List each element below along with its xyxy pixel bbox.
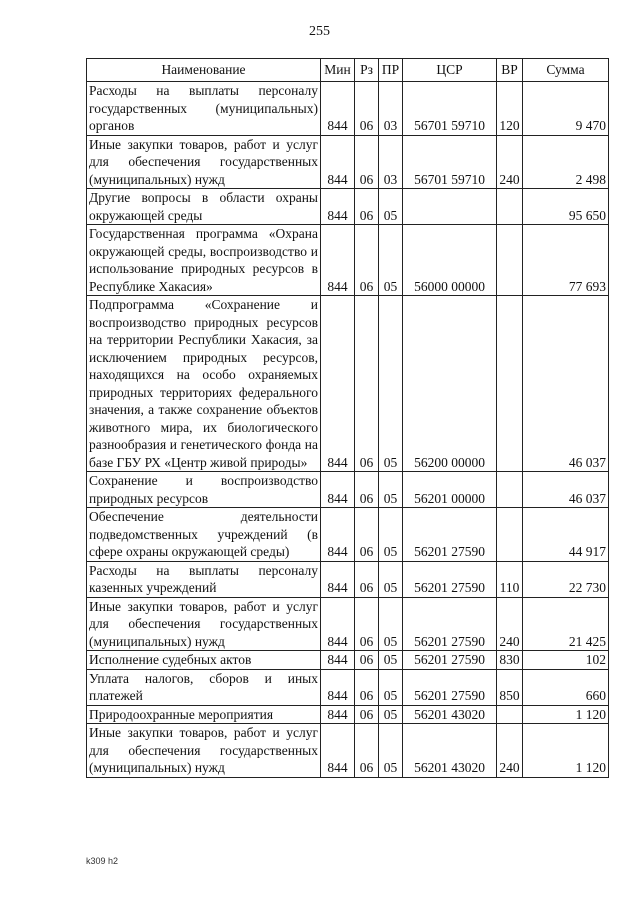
cell-vr [497, 189, 523, 225]
cell-min: 844 [321, 225, 355, 296]
cell-min: 844 [321, 597, 355, 651]
cell-csr: 56201 43020 [403, 705, 497, 724]
cell-csr: 56201 27590 [403, 669, 497, 705]
table-row [87, 705, 609, 724]
cell-pr: 05 [379, 296, 403, 472]
table-row [87, 724, 609, 778]
cell-pr: 05 [379, 508, 403, 562]
cell-pr: 05 [379, 724, 403, 778]
cell-sum: 46 037 [523, 296, 609, 472]
cell-sum: 95 650 [523, 189, 609, 225]
cell-min: 844 [321, 724, 355, 778]
cell-name: Иные закупки товаров, работ и услуг для обеспечения государственных (муниципальных) нужд [87, 135, 321, 189]
cell-min: 844 [321, 705, 355, 724]
cell-pr: 05 [379, 225, 403, 296]
cell-vr: 240 [497, 597, 523, 651]
cell-csr: 56201 27590 [403, 508, 497, 562]
cell-vr: 240 [497, 724, 523, 778]
cell-min: 844 [321, 669, 355, 705]
cell-pr: 05 [379, 705, 403, 724]
cell-name: Сохранение и воспроизводство природных ресурсов [87, 472, 321, 508]
cell-name: Обеспечение деятельности подведомственных учреждений (в сфере охраны окружающей среды) [87, 508, 321, 562]
cell-vr [497, 472, 523, 508]
table-row [87, 189, 609, 225]
cell-pr: 05 [379, 472, 403, 508]
cell-name: Природоохранные мероприятия [87, 705, 321, 724]
cell-name: Иные закупки товаров, работ и услуг для обеспечения государственных (муниципальных) нужд [87, 597, 321, 651]
cell-rz: 06 [355, 651, 379, 670]
cell-csr: 56200 00000 [403, 296, 497, 472]
cell-rz: 06 [355, 561, 379, 597]
cell-name: Подпрограмма «Сохранение и воспроизводство природных ресурсов на территории Республики Хакасия, за исключением природных ресурсов, находящихся на особо охраняемых природных территориях федерального значения, а также сохранение объектов животного мира, их биологического разнообразия и генетического фонда на базе ГБУ РХ «Центр живой природы» [87, 296, 321, 472]
page-number: 255 [309, 24, 330, 39]
header-name: Наименование [87, 59, 321, 82]
cell-name: Расходы на выплаты персоналу государственных (муниципальных) органов [87, 82, 321, 136]
cell-sum: 46 037 [523, 472, 609, 508]
cell-rz: 06 [355, 724, 379, 778]
cell-vr: 830 [497, 651, 523, 670]
cell-sum: 21 425 [523, 597, 609, 651]
cell-pr: 03 [379, 82, 403, 136]
table-header-row [87, 59, 609, 82]
cell-min: 844 [321, 82, 355, 136]
cell-rz: 06 [355, 225, 379, 296]
cell-csr: 56201 27590 [403, 561, 497, 597]
table-row [87, 669, 609, 705]
cell-csr: 56701 59710 [403, 135, 497, 189]
cell-vr: 110 [497, 561, 523, 597]
cell-name: Уплата налогов, сборов и иных платежей [87, 669, 321, 705]
cell-vr [497, 296, 523, 472]
cell-min: 844 [321, 561, 355, 597]
cell-pr: 05 [379, 597, 403, 651]
table-row [87, 296, 609, 472]
table-row [87, 561, 609, 597]
table-row [87, 135, 609, 189]
cell-csr: 56201 43020 [403, 724, 497, 778]
header-min: Мин [321, 59, 355, 82]
cell-name: Расходы на выплаты персоналу казенных учреждений [87, 561, 321, 597]
cell-csr [403, 189, 497, 225]
cell-rz: 06 [355, 135, 379, 189]
cell-rz: 06 [355, 669, 379, 705]
cell-min: 844 [321, 472, 355, 508]
cell-pr: 05 [379, 561, 403, 597]
cell-vr [497, 225, 523, 296]
cell-sum: 2 498 [523, 135, 609, 189]
cell-rz: 06 [355, 472, 379, 508]
cell-rz: 06 [355, 597, 379, 651]
cell-rz: 06 [355, 82, 379, 136]
cell-rz: 06 [355, 189, 379, 225]
cell-min: 844 [321, 296, 355, 472]
cell-name: Исполнение судебных актов [87, 651, 321, 670]
cell-sum: 1 120 [523, 724, 609, 778]
cell-pr: 03 [379, 135, 403, 189]
cell-csr: 56201 00000 [403, 472, 497, 508]
cell-pr: 05 [379, 669, 403, 705]
table-body [87, 82, 609, 778]
cell-vr: 240 [497, 135, 523, 189]
footer-mark: k309 h2 [86, 856, 119, 866]
table-row [87, 651, 609, 670]
header-rz: Рз [355, 59, 379, 82]
cell-sum: 44 917 [523, 508, 609, 562]
header-vr: ВР [497, 59, 523, 82]
cell-pr: 05 [379, 189, 403, 225]
cell-vr [497, 705, 523, 724]
cell-min: 844 [321, 508, 355, 562]
table-row [87, 508, 609, 562]
cell-rz: 06 [355, 508, 379, 562]
budget-table [86, 58, 609, 778]
cell-sum: 77 693 [523, 225, 609, 296]
table-row [87, 225, 609, 296]
cell-min: 844 [321, 189, 355, 225]
cell-rz: 06 [355, 296, 379, 472]
cell-csr: 56201 27590 [403, 651, 497, 670]
cell-rz: 06 [355, 705, 379, 724]
cell-name: Государственная программа «Охрана окружающей среды, воспроизводство и использование природных ресурсов в Республике Хакасия» [87, 225, 321, 296]
cell-sum: 22 730 [523, 561, 609, 597]
cell-min: 844 [321, 135, 355, 189]
cell-csr: 56701 59710 [403, 82, 497, 136]
cell-name: Иные закупки товаров, работ и услуг для обеспечения государственных (муниципальных) нужд [87, 724, 321, 778]
cell-csr: 56000 00000 [403, 225, 497, 296]
header-pr: ПР [379, 59, 403, 82]
table-row [87, 472, 609, 508]
cell-pr: 05 [379, 651, 403, 670]
header-csr: ЦСР [403, 59, 497, 82]
cell-min: 844 [321, 651, 355, 670]
cell-sum: 9 470 [523, 82, 609, 136]
table-row [87, 597, 609, 651]
cell-sum: 1 120 [523, 705, 609, 724]
cell-vr: 850 [497, 669, 523, 705]
cell-csr: 56201 27590 [403, 597, 497, 651]
cell-name: Другие вопросы в области охраны окружающей среды [87, 189, 321, 225]
table-row [87, 82, 609, 136]
cell-sum: 660 [523, 669, 609, 705]
header-sum: Сумма [523, 59, 609, 82]
cell-sum: 102 [523, 651, 609, 670]
cell-vr: 120 [497, 82, 523, 136]
cell-vr [497, 508, 523, 562]
